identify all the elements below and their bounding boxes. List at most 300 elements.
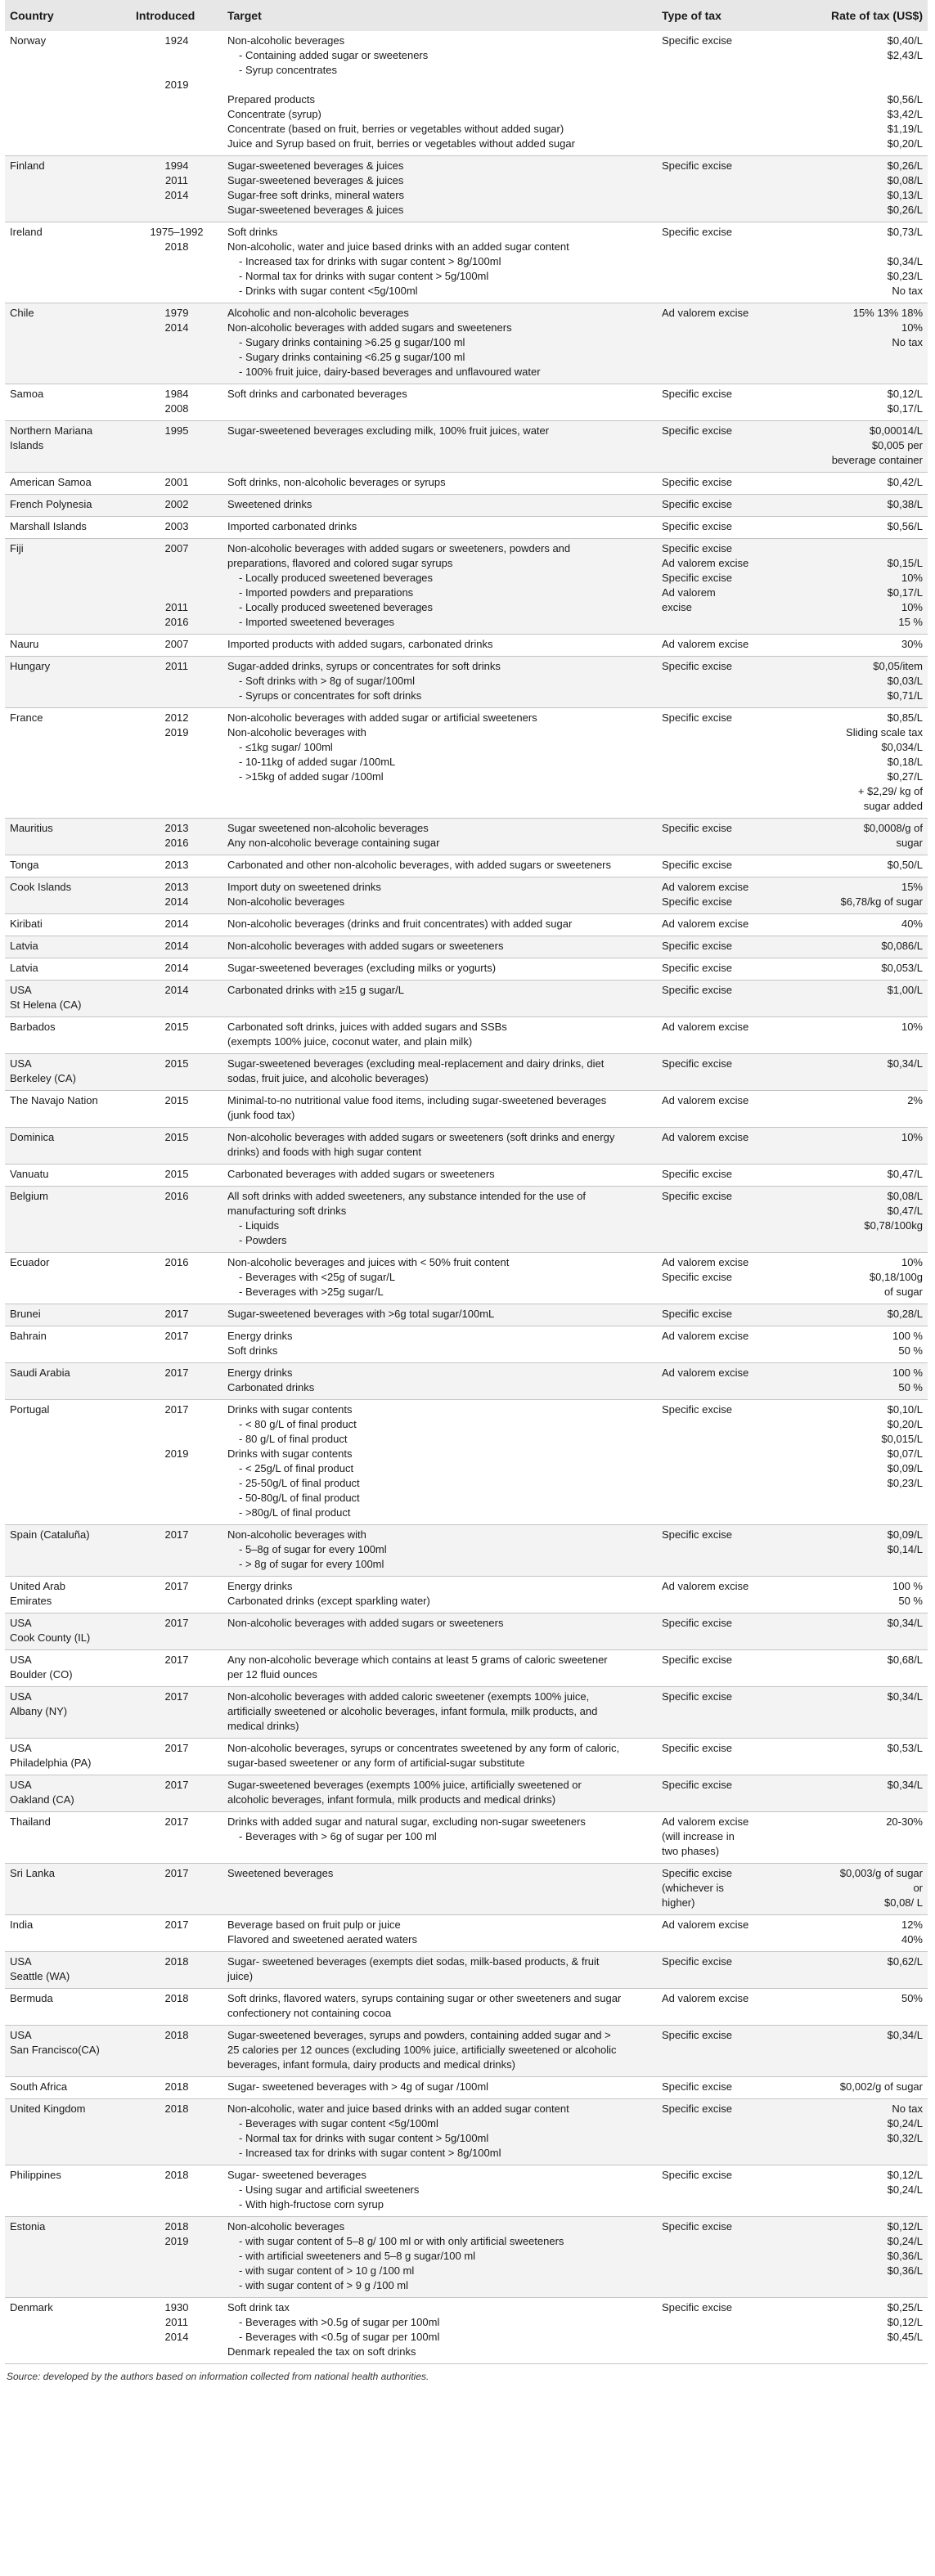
tax-type-cell-line: Ad valorem excise <box>662 557 749 569</box>
tax-rate-cell-line: $0,24/L <box>887 2117 923 2129</box>
tax-rate-cell-line: $0,26/L <box>887 204 923 216</box>
target-cell-line: Soft drinks <box>227 1344 278 1357</box>
country-cell <box>5 1017 131 1054</box>
introduced-cell-line: 2016 <box>164 616 189 628</box>
target-cell-line: sodas, fruit juice, and alcoholic beverages) <box>227 1072 429 1084</box>
target-cell-line: Sugar-free soft drinks, mineral waters <box>227 189 405 201</box>
introduced-cell-line: 1984 <box>164 388 189 400</box>
tax-type-cell-line: Specific excise <box>662 822 732 834</box>
tax-type-cell <box>657 473 798 495</box>
introduced-cell-line <box>136 1417 218 1432</box>
tax-rate-cell-line: $0,08/ L <box>884 1896 923 1909</box>
introduced-cell-line <box>136 571 218 586</box>
introduced-cell-line: 2014 <box>164 918 189 930</box>
tax-rate-cell-line <box>803 2278 923 2293</box>
target-cell-line: Imported products with added sugars, carbonated drinks <box>227 638 493 650</box>
table-row <box>5 1304 928 1326</box>
target-cell-line: Carbonated drinks <box>227 1381 315 1393</box>
target-cell-line: Import duty on sweetened drinks <box>227 881 381 893</box>
introduced-cell <box>131 1577 223 1613</box>
target-cell-line: Non-alcoholic beverages <box>227 34 345 47</box>
introduced-cell <box>131 2165 223 2217</box>
target-cell <box>223 1915 657 1952</box>
tax-rate-cell-line: 100 % <box>892 1367 923 1379</box>
tax-rate-cell-line: 10% <box>901 321 923 334</box>
tax-rate-cell <box>798 2099 928 2165</box>
tax-type-cell-line: Specific excise <box>662 1528 732 1541</box>
target-cell-line: Concentrate (based on fruit, berries or vegetables without added sugar) <box>227 123 564 135</box>
country-cell-line: USA <box>10 1617 32 1629</box>
tax-type-cell-line: Specific excise <box>662 1271 732 1283</box>
tax-type-cell <box>657 1577 798 1613</box>
table-row <box>5 1091 928 1128</box>
tax-type-cell-line: Specific excise <box>662 476 732 488</box>
introduced-cell <box>131 2217 223 2298</box>
introduced-cell-line: 2017 <box>164 1654 189 1666</box>
country-cell-line: Mauritius <box>10 822 53 834</box>
tax-rate-cell-line: 100 % <box>892 1330 923 1342</box>
country-cell-line: Norway <box>10 34 47 47</box>
tax-rate-cell-line: $0,50/L <box>887 859 923 871</box>
tax-rate-cell-line: $0,053/L <box>881 962 923 974</box>
target-cell-line: Sugar-sweetened beverages & juices <box>227 204 404 216</box>
target-cell <box>223 1687 657 1739</box>
table-row <box>5 1775 928 1812</box>
country-cell-line: Fiji <box>10 542 24 554</box>
tax-rate-cell <box>798 1687 928 1739</box>
tax-type-cell <box>657 2099 798 2165</box>
introduced-cell <box>131 981 223 1017</box>
tax-rate-cell-line <box>803 1506 923 1520</box>
target-cell <box>223 473 657 495</box>
country-cell-line: Boulder (CO) <box>10 1668 73 1681</box>
tax-rate-cell <box>798 473 928 495</box>
target-cell-line: preparations, flavored and colored sugar syrups <box>227 557 453 569</box>
tax-rate-cell <box>798 1952 928 1989</box>
country-cell <box>5 517 131 539</box>
country-cell <box>5 1326 131 1363</box>
target-cell-line: - 25-50g/L of final product <box>239 1477 360 1489</box>
tax-rate-cell <box>798 855 928 877</box>
country-cell-line: India <box>10 1919 34 1931</box>
table-row <box>5 1525 928 1577</box>
tax-rate-cell-line <box>803 2345 923 2359</box>
tax-type-cell-line: (whichever is <box>662 1882 724 1894</box>
tax-type-cell <box>657 936 798 958</box>
tax-rate-cell-line: $0,62/L <box>887 1955 923 1968</box>
introduced-cell-line: 2015 <box>164 1131 189 1143</box>
table-row <box>5 877 928 914</box>
target-cell-line: - 5–8g of sugar for every 100ml <box>239 1543 387 1555</box>
target-cell-line: Soft drinks <box>227 226 278 238</box>
country-cell <box>5 1304 131 1326</box>
country-cell <box>5 222 131 303</box>
introduced-cell-line: 2014 <box>164 962 189 974</box>
table-row <box>5 1989 928 2026</box>
target-cell <box>223 1304 657 1326</box>
tax-type-cell-line: Specific excise <box>662 542 732 554</box>
tax-rate-cell-line: $0,17/L <box>887 586 923 599</box>
country-cell <box>5 1400 131 1525</box>
tax-rate-cell-line: $0,086/L <box>881 940 923 952</box>
tax-type-cell <box>657 1687 798 1739</box>
country-cell <box>5 2298 131 2364</box>
tax-rate-cell-line: $0,36/L <box>887 2250 923 2262</box>
tax-rate-cell-line: $0,0008/g of <box>863 822 923 834</box>
country-cell <box>5 1054 131 1091</box>
target-cell-line: Carbonated drinks with ≥15 g sugar/L <box>227 984 404 996</box>
introduced-cell-line: 2013 <box>164 822 189 834</box>
introduced-cell <box>131 384 223 421</box>
tax-rate-cell-line: $0,18/100g <box>869 1271 923 1283</box>
tax-type-cell-line: Specific excise <box>662 520 732 532</box>
tax-rate-cell-line: $0,27/L <box>887 770 923 783</box>
table-row <box>5 1864 928 1915</box>
target-cell <box>223 1613 657 1650</box>
tax-type-cell <box>657 517 798 539</box>
target-cell <box>223 958 657 981</box>
target-cell-line: - with sugar content of 5–8 g/ 100 ml or with only artificial sweeteners <box>239 2235 564 2247</box>
tax-rate-cell-line: $0,00014/L <box>869 424 923 437</box>
target-cell-line: Non-alcoholic beverages with added sugars or sweeteners (soft drinks and energy <box>227 1131 615 1143</box>
target-cell <box>223 855 657 877</box>
introduced-cell <box>131 2298 223 2364</box>
tax-type-cell-line: (will increase in <box>662 1830 735 1842</box>
target-cell-line: Drinks with sugar contents <box>227 1403 353 1416</box>
target-cell <box>223 1739 657 1775</box>
tax-type-cell-line: Specific excise <box>662 2301 732 2313</box>
target-cell-line: Sugar-sweetened beverages (excluding milks or yogurts) <box>227 962 497 974</box>
country-cell-line: Finland <box>10 159 45 172</box>
tax-rate-cell-line: $0,09/L <box>887 1462 923 1474</box>
country-cell <box>5 1253 131 1304</box>
tax-type-cell <box>657 1363 798 1400</box>
tax-type-cell-line: Specific excise <box>662 984 732 996</box>
country-cell-line: USA <box>10 1654 32 1666</box>
introduced-cell-line: 2019 <box>164 726 189 738</box>
target-cell-line: drinks) and foods with high sugar content <box>227 1146 422 1158</box>
tax-type-cell <box>657 657 798 708</box>
introduced-cell-line: 2017 <box>164 1815 189 1828</box>
table-row <box>5 1812 928 1864</box>
tax-rate-cell-line: $0,42/L <box>887 476 923 488</box>
table-row <box>5 222 928 303</box>
target-cell-line: Non-alcoholic beverages and juices with < 50% fruit content <box>227 1256 510 1268</box>
tax-type-cell <box>657 1400 798 1525</box>
tax-type-cell-line: Specific excise <box>662 1742 732 1754</box>
tax-rate-cell <box>798 1525 928 1577</box>
tax-type-cell <box>657 958 798 981</box>
tax-rate-cell-line: 2% <box>907 1094 923 1106</box>
tax-rate-cell-line: $0,71/L <box>887 689 923 702</box>
tax-rate-cell <box>798 958 928 981</box>
target-cell <box>223 539 657 635</box>
target-cell-line: - Containing added sugar or sweeteners <box>239 49 429 61</box>
tax-rate-cell-line: $6,78/kg of sugar <box>840 895 923 908</box>
table-row <box>5 1128 928 1165</box>
tax-type-cell-line: higher) <box>662 1896 695 1909</box>
introduced-cell <box>131 2026 223 2077</box>
tax-rate-cell-line: $0,12/L <box>887 2169 923 2181</box>
tax-type-cell-line: Specific excise <box>662 2029 732 2041</box>
tax-rate-cell-line: $0,09/L <box>887 1528 923 1541</box>
tax-type-cell-line: Specific excise <box>662 1403 732 1416</box>
introduced-cell-line: 2018 <box>164 2080 189 2093</box>
target-cell-line: manufacturing soft drinks <box>227 1205 347 1217</box>
country-cell-line: South Africa <box>10 2080 68 2093</box>
introduced-cell-line: 2014 <box>164 984 189 996</box>
introduced-cell-line: 2016 <box>164 837 189 849</box>
introduced-cell <box>131 495 223 517</box>
tax-rate-cell-line: 10% <box>901 1131 923 1143</box>
country-cell-line: Emirates <box>10 1595 52 1607</box>
country-cell <box>5 981 131 1017</box>
introduced-cell-line <box>136 586 218 600</box>
introduced-cell-line: 2013 <box>164 881 189 893</box>
tax-rate-cell <box>798 539 928 635</box>
introduced-cell <box>131 1864 223 1915</box>
target-cell-line: - with artificial sweeteners and 5–8 g sugar/100 ml <box>239 2250 476 2262</box>
tax-rate-cell <box>798 1091 928 1128</box>
introduced-cell <box>131 1952 223 1989</box>
tax-rate-cell-line: $0,78/100kg <box>864 1219 923 1232</box>
tax-rate-cell-line: 30% <box>901 638 923 650</box>
tax-rate-cell-line: $0,68/L <box>887 1654 923 1666</box>
country-cell <box>5 958 131 981</box>
tax-type-cell-line: Specific excise <box>662 962 732 974</box>
country-cell-line: Dominica <box>10 1131 55 1143</box>
tax-rate-cell-line: $0,24/L <box>887 2183 923 2196</box>
target-cell <box>223 1400 657 1525</box>
tax-type-cell-line: Ad valorem <box>662 586 716 599</box>
country-cell-line: St Helena (CA) <box>10 999 82 1011</box>
country-cell <box>5 1187 131 1253</box>
tax-rate-cell-line: $0,15/L <box>887 557 923 569</box>
target-cell-line <box>227 78 652 92</box>
target-cell <box>223 1253 657 1304</box>
tax-type-cell <box>657 1613 798 1650</box>
tax-rate-cell-line: $0,73/L <box>887 226 923 238</box>
tax-type-cell-line: Specific excise <box>662 2220 732 2233</box>
introduced-cell <box>131 958 223 981</box>
introduced-cell <box>131 1091 223 1128</box>
country-cell-line: French Polynesia <box>10 498 92 510</box>
introduced-cell-line: 2017 <box>164 1690 189 1703</box>
tax-rate-cell-line: $0,034/L <box>881 741 923 753</box>
introduced-cell-line: 1924 <box>164 34 189 47</box>
introduced-cell <box>131 1165 223 1187</box>
introduced-cell-line <box>136 48 218 63</box>
introduced-cell <box>131 1304 223 1326</box>
tax-rate-cell <box>798 635 928 657</box>
target-cell-line: - Beverages with <0.5g of sugar per 100ml <box>239 2331 440 2343</box>
target-cell-line: (exempts 100% juice, coconut water, and plain milk) <box>227 1035 473 1048</box>
tax-rate-cell-line <box>803 541 923 556</box>
tax-rate-cell <box>798 2026 928 2077</box>
tax-rate-cell-line: $0,08/L <box>887 1190 923 1202</box>
introduced-cell <box>131 156 223 222</box>
target-cell-line: - Increased tax for drinks with sugar content > 8g/100ml <box>239 255 501 267</box>
country-cell-line: Thailand <box>10 1815 51 1828</box>
introduced-cell <box>131 2099 223 2165</box>
tax-rate-cell-line: $0,015/L <box>881 1433 923 1445</box>
tax-type-cell-line: Specific excise <box>662 2169 732 2181</box>
tax-rate-cell-line: $0,34/L <box>887 1690 923 1703</box>
tax-rate-cell-line: $0,53/L <box>887 1742 923 1754</box>
tax-type-cell <box>657 1864 798 1915</box>
table-row <box>5 473 928 495</box>
tax-type-cell-line: Specific excise <box>662 1779 732 1791</box>
tax-type-cell-line: excise <box>662 601 692 613</box>
tax-rate-cell-line: $0,47/L <box>887 1205 923 1217</box>
tax-type-cell-line: Specific excise <box>662 34 732 47</box>
tax-rate-cell-line: $0,08/L <box>887 174 923 186</box>
target-cell-line: Soft drinks, non-alcoholic beverages or syrups <box>227 476 446 488</box>
table-row <box>5 2026 928 2077</box>
tax-rate-cell-line <box>803 2197 923 2212</box>
tax-rate-cell-line: $0,56/L <box>887 520 923 532</box>
target-cell-line: - Imported sweetened beverages <box>239 616 395 628</box>
introduced-cell-line <box>136 1432 218 1447</box>
introduced-cell-line: 1994 <box>164 159 189 172</box>
target-cell <box>223 421 657 473</box>
tax-rate-cell <box>798 222 928 303</box>
tax-rate-cell <box>798 1775 928 1812</box>
target-cell <box>223 1165 657 1187</box>
target-cell-line: Denmark repealed the tax on soft drinks <box>227 2345 416 2358</box>
target-cell <box>223 303 657 384</box>
table-header <box>5 0 928 31</box>
table-row <box>5 1187 928 1253</box>
tax-rate-cell-line: No tax <box>892 2103 923 2115</box>
introduced-cell <box>131 1128 223 1165</box>
introduced-cell <box>131 1187 223 1253</box>
target-cell-line: Sugar-sweetened beverages with >6g total sugar/100mL <box>227 1308 495 1320</box>
tax-type-cell <box>657 31 798 156</box>
introduced-cell-line: 2015 <box>164 1057 189 1070</box>
tax-rate-cell-line: $0,32/L <box>887 2132 923 2144</box>
country-cell-line: Seattle (WA) <box>10 1970 70 1982</box>
country-cell-line: Bahrain <box>10 1330 47 1342</box>
tax-rate-cell-line: 50 % <box>898 1381 923 1393</box>
tax-type-cell-line: Ad valorem excise <box>662 1330 749 1342</box>
table-row <box>5 2298 928 2364</box>
country-cell <box>5 2165 131 2217</box>
tax-rate-cell-line: 20-30% <box>886 1815 923 1828</box>
target-cell-line: Non-alcoholic, water and juice based drinks with an added sugar content <box>227 2103 569 2115</box>
country-cell <box>5 1687 131 1739</box>
introduced-cell <box>131 708 223 819</box>
target-cell-line: - Beverages with >0.5g of sugar per 100ml <box>239 2316 440 2328</box>
tax-rate-cell-line: beverage container <box>831 454 923 466</box>
target-cell <box>223 1363 657 1400</box>
country-cell-line: Islands <box>10 439 44 451</box>
header-rate-of-tax: Rate of tax (US$) <box>798 0 928 31</box>
country-cell <box>5 1613 131 1650</box>
country-cell <box>5 2099 131 2165</box>
tax-rate-cell-line: $0,23/L <box>887 270 923 282</box>
tax-rate-cell-line: sugar added <box>863 800 923 812</box>
target-cell-line: Non-alcoholic beverages <box>227 2220 345 2233</box>
country-cell-line: United Kingdom <box>10 2103 86 2115</box>
header-target: Target <box>223 0 657 31</box>
country-cell-line: Berkeley (CA) <box>10 1072 76 1084</box>
tax-rate-cell-line: $3,42/L <box>887 108 923 120</box>
tax-rate-cell-line <box>803 78 923 92</box>
tax-rate-cell <box>798 1739 928 1775</box>
tax-type-cell <box>657 2298 798 2364</box>
table-row <box>5 936 928 958</box>
introduced-cell <box>131 1989 223 2026</box>
table-row <box>5 635 928 657</box>
tax-rate-cell-line: No tax <box>892 336 923 348</box>
table-row <box>5 2165 928 2217</box>
tax-rate-cell-line: $0,20/L <box>887 137 923 150</box>
tax-rate-cell-line: Sliding scale tax <box>846 726 923 738</box>
introduced-cell <box>131 855 223 877</box>
table-row <box>5 156 928 222</box>
target-cell-line: - Beverages with <25g of sugar/L <box>239 1271 396 1283</box>
tax-rate-cell-line: $0,34/L <box>887 2029 923 2041</box>
country-cell-line: Portugal <box>10 1403 50 1416</box>
target-cell-line: 25 calories per 12 ounces (excluding 100% juice, artificially sweetened or alcoholic <box>227 2044 617 2056</box>
target-cell-line: Carbonated and other non-alcoholic beverages, with added sugars or sweeteners <box>227 859 612 871</box>
target-cell-line: - < 25g/L of final product <box>239 1462 354 1474</box>
target-cell-line: - 100% fruit juice, dairy-based beverages and unflavoured water <box>239 366 541 378</box>
tax-rate-cell-line: $0,10/L <box>887 1403 923 1416</box>
tax-type-cell <box>657 1775 798 1812</box>
tax-type-cell <box>657 2165 798 2217</box>
table-row <box>5 539 928 635</box>
country-cell-line: France <box>10 711 43 724</box>
country-cell <box>5 1775 131 1812</box>
table-row <box>5 495 928 517</box>
target-cell-line: Sweetened beverages <box>227 1867 334 1879</box>
country-cell-line: Oakland (CA) <box>10 1793 74 1806</box>
tax-rate-cell-line: $0,18/L <box>887 756 923 768</box>
tax-type-cell <box>657 303 798 384</box>
introduced-cell <box>131 1326 223 1363</box>
target-cell-line: - Syrup concentrates <box>239 64 337 76</box>
tax-type-cell-line: Specific excise <box>662 2103 732 2115</box>
target-cell-line: - Locally produced sweetened beverages <box>239 572 434 584</box>
tax-rate-cell <box>798 1187 928 1253</box>
introduced-cell-line: 1930 <box>164 2301 189 2313</box>
tax-rate-cell-line: $0,28/L <box>887 1308 923 1320</box>
target-cell-line: - Powders <box>239 1234 287 1246</box>
country-cell <box>5 1525 131 1577</box>
target-cell-line: Beverage based on fruit pulp or juice <box>227 1919 401 1931</box>
tax-rate-cell-line: 50 % <box>898 1595 923 1607</box>
introduced-cell-line: 2014 <box>164 2331 189 2343</box>
introduced-cell-line: 2017 <box>164 1528 189 1541</box>
target-cell <box>223 2099 657 2165</box>
country-cell <box>5 1989 131 2026</box>
tax-type-cell <box>657 1952 798 1989</box>
tax-rate-cell-line: 15% <box>901 881 923 893</box>
tax-rate-cell <box>798 1989 928 2026</box>
country-cell <box>5 1128 131 1165</box>
country-cell-line: Kiribati <box>10 918 43 930</box>
tax-rate-cell <box>798 2077 928 2099</box>
tax-rate-cell-line: No tax <box>892 285 923 297</box>
introduced-cell-line: 2017 <box>164 1867 189 1879</box>
tax-rate-cell-line: $0,20/L <box>887 1418 923 1430</box>
tax-type-cell <box>657 1017 798 1054</box>
tax-rate-cell <box>798 1915 928 1952</box>
target-cell <box>223 914 657 936</box>
tax-rate-cell-line: $0,34/L <box>887 1617 923 1629</box>
